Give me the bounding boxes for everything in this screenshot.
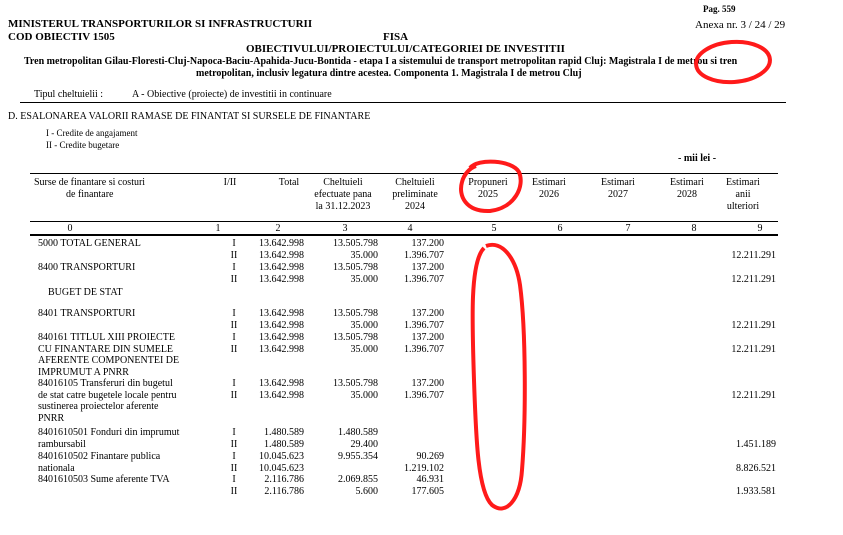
cell-ii: I — [232, 308, 236, 319]
expense-type-value: A - Obiective (proiecte) de investitii in continuare — [132, 89, 332, 100]
cell-spent: 13.505.798 — [333, 238, 378, 249]
cell-spent: 9.955.354 — [338, 451, 378, 462]
column-index-4: 4 — [407, 223, 413, 234]
cell-ii: I — [232, 451, 236, 462]
col-head-2027 — [593, 177, 643, 201]
cell-ii: II — [230, 249, 238, 261]
cell-prelim: 46.931 — [416, 474, 444, 485]
col-head-spent-l3: la 31.12.2023 — [315, 201, 371, 212]
cell-spent: 5.600 — [355, 485, 378, 497]
cell-spent: 1.480.589 — [338, 427, 378, 438]
row-label: 8401610502 Finantare publica — [38, 451, 161, 462]
col-head-sources — [18, 177, 188, 201]
col-head-spent-l2: efectuate pana — [314, 189, 372, 200]
cell-ii: I — [232, 262, 236, 273]
doc-subtitle: OBIECTIVULUI/PROIECTULUI/CATEGORIEI DE INVESTITII — [246, 43, 565, 55]
cell-prelim: 1.396.707 — [404, 273, 444, 285]
cell-total: 1.480.589 — [264, 427, 304, 438]
column-index-3: 3 — [342, 223, 348, 234]
header-top-rule — [30, 173, 778, 174]
row-label: 840161 TITLUL XIII PROIECTE — [38, 332, 175, 343]
cell-later-years: 1.933.581 — [736, 485, 776, 497]
cell-total: 13.642.998 — [259, 343, 304, 355]
col-head-proposals — [463, 177, 513, 201]
cell-ii: I — [232, 474, 236, 485]
column-index-6: 6 — [557, 223, 563, 234]
col-head-2028-l1: Estimari — [670, 177, 704, 188]
column-index-9: 9 — [757, 223, 763, 234]
cell-ii: I — [232, 427, 236, 438]
row-label: rambursabil — [38, 438, 86, 450]
cell-later-years: 8.826.521 — [736, 462, 776, 474]
row-label: 8401 TRANSPORTURI — [38, 308, 136, 319]
col-head-later — [718, 177, 768, 213]
column-index-7: 7 — [625, 223, 631, 234]
project-line-2: metropolitan, inclusiv legatura dintre acestea. Componenta 1. Magistrala I de metrou Cluj — [196, 68, 582, 79]
legend-budget: II - Credite bugetare — [46, 140, 120, 150]
doc-title: FISA — [383, 31, 409, 43]
col-head-later-l3: ulteriori — [726, 201, 760, 212]
col-head-spent — [308, 177, 378, 213]
cell-ii: I — [232, 378, 236, 389]
col-head-2028-l2: 2028 — [677, 189, 697, 200]
cell-spent: 35.000 — [350, 249, 378, 261]
cell-total: 10.045.623 — [259, 462, 304, 474]
col-head-2026 — [524, 177, 574, 201]
cell-total: 13.642.998 — [259, 319, 304, 331]
col-head-spent-l1: Cheltuieli — [323, 177, 363, 188]
col-head-proposals-l1: Propuneri — [468, 177, 508, 188]
col-head-ii-l1: I/II — [223, 177, 237, 188]
cell-total: 13.642.998 — [259, 332, 304, 343]
header-bottom-rule — [30, 221, 778, 222]
cell-prelim: 1.219.102 — [404, 462, 444, 474]
row-label: nationala — [38, 462, 75, 474]
col-head-2027-l2: 2027 — [608, 189, 628, 200]
cell-ii: II — [230, 485, 238, 497]
cell-later-years: 12.211.291 — [731, 249, 776, 261]
ministry-name: MINISTERUL TRANSPORTURILOR SI INFRASTRUCTURII — [8, 18, 313, 30]
col-head-proposals-l2: 2025 — [478, 189, 498, 200]
cell-total: 1.480.589 — [264, 438, 304, 450]
col-head-later-l1: Estimari — [726, 177, 760, 188]
row-label: 84016105 Transferuri din bugetul — [38, 378, 173, 389]
cell-ii: II — [230, 438, 238, 450]
col-head-ii — [218, 177, 242, 189]
cell-spent: 35.000 — [350, 389, 378, 401]
row-label: BUGET DE STAT — [48, 287, 123, 298]
cell-prelim: 137.200 — [411, 262, 444, 273]
cell-ii: I — [232, 332, 236, 343]
cell-prelim: 137.200 — [411, 378, 444, 389]
cell-total: 13.642.998 — [259, 262, 304, 273]
row-label: 8401610503 Sume aferente TVA — [38, 474, 170, 485]
objective-code: COD OBIECTIV 1505 — [8, 31, 115, 43]
cell-spent: 13.505.798 — [333, 332, 378, 343]
row-label: 8400 TRANSPORTURI — [38, 262, 136, 273]
cell-later-years: 12.211.291 — [731, 273, 776, 285]
cell-prelim: 137.200 — [411, 332, 444, 343]
row-label: AFERENTE COMPONENTEI DE — [38, 355, 180, 366]
unit-label: - mii lei - — [678, 153, 717, 164]
project-line-1: Tren metropolitan Gilau-Floresti-Cluj-Napoca-Baciu-Apahida-Jucu-Bontida - etapa I a sistemului de transport metropolitan rapid Cluj: Magistrala I de metrou si tren — [24, 56, 738, 67]
row-label: IMPRUMUT A PNRR — [38, 366, 129, 378]
cell-ii: II — [230, 273, 238, 285]
cell-prelim: 137.200 — [411, 238, 444, 249]
row-label: CU FINANTARE DIN SUMELE — [38, 343, 174, 355]
cell-later-years: 12.211.291 — [731, 319, 776, 331]
legend-commitment: I - Credite de angajament — [46, 128, 138, 138]
cell-spent: 13.505.798 — [333, 308, 378, 319]
annex-number: Anexa nr. 3 / 24 / 29 — [695, 19, 786, 31]
cell-total: 10.045.623 — [259, 451, 304, 462]
red-ellipse-column — [473, 245, 525, 509]
cell-total: 2.116.786 — [264, 485, 304, 497]
row-label: sustinerea proiectelor aferente — [38, 401, 159, 412]
cell-total: 13.642.998 — [259, 378, 304, 389]
cell-total: 13.642.998 — [259, 389, 304, 401]
col-head-sources-l2: de finantare — [66, 189, 114, 200]
cell-spent: 35.000 — [350, 343, 378, 355]
cell-prelim: 1.396.707 — [404, 319, 444, 331]
col-head-sources-l1: Surse de finantare si costuri — [34, 177, 146, 188]
cell-ii: II — [230, 462, 238, 474]
col-head-2027-l1: Estimari — [601, 177, 635, 188]
col-head-2028 — [662, 177, 712, 201]
column-index-1: 1 — [215, 223, 221, 234]
row-label: de stat catre bugetele locale pentru — [38, 389, 177, 401]
cell-prelim: 1.396.707 — [404, 389, 444, 401]
cell-total: 13.642.998 — [259, 308, 304, 319]
cell-prelim: 1.396.707 — [404, 343, 444, 355]
cell-prelim: 1.396.707 — [404, 249, 444, 261]
cell-spent: 13.505.798 — [333, 378, 378, 389]
cell-ii: I — [232, 238, 236, 249]
row-label: 5000 TOTAL GENERAL — [38, 238, 141, 249]
column-index-2: 2 — [275, 223, 281, 234]
col-head-prelim-l3: 2024 — [405, 201, 425, 212]
section-title: D. ESALONAREA VALORII RAMASE DE FINANTAT SI SURSELE DE FINANTARE — [8, 111, 371, 122]
cell-prelim: 137.200 — [411, 308, 444, 319]
cell-ii: II — [230, 319, 238, 331]
col-head-prelim-l2: preliminate — [392, 189, 438, 200]
col-head-prelim-l1: Cheltuieli — [395, 177, 435, 188]
expense-type-label: Tipul cheltuielii : — [34, 89, 104, 100]
cell-spent: 35.000 — [350, 273, 378, 285]
divider-top — [20, 102, 786, 103]
cell-spent: 35.000 — [350, 319, 378, 331]
cell-total: 13.642.998 — [259, 249, 304, 261]
cell-later-years: 12.211.291 — [731, 389, 776, 401]
cell-prelim: 90.269 — [416, 451, 444, 462]
col-head-later-l2: anii — [735, 189, 751, 200]
col-head-total-l1: Total — [278, 177, 300, 188]
cell-prelim: 177.605 — [411, 485, 444, 497]
column-index-8: 8 — [691, 223, 697, 234]
cell-later-years: 12.211.291 — [731, 343, 776, 355]
col-head-2026-l2: 2026 — [539, 189, 559, 200]
cell-spent: 13.505.798 — [333, 262, 378, 273]
index-bottom-rule — [30, 234, 778, 236]
cell-total: 2.116.786 — [264, 474, 304, 485]
cell-spent: 29.400 — [350, 438, 378, 450]
cell-spent: 2.069.855 — [338, 474, 378, 485]
cell-total: 13.642.998 — [259, 273, 304, 285]
row-label: PNRR — [38, 412, 65, 424]
cell-total: 13.642.998 — [259, 238, 304, 249]
page-number: Pag. 559 — [703, 4, 736, 14]
cell-later-years: 1.451.189 — [736, 438, 776, 450]
cell-ii: II — [230, 389, 238, 401]
col-head-prelim — [385, 177, 445, 213]
col-head-total — [274, 177, 304, 189]
column-index-0: 0 — [67, 223, 73, 234]
column-index-5: 5 — [491, 223, 497, 234]
col-head-2026-l1: Estimari — [532, 177, 566, 188]
row-label: 8401610501 Fonduri din imprumut — [38, 427, 180, 438]
cell-ii: II — [230, 343, 238, 355]
